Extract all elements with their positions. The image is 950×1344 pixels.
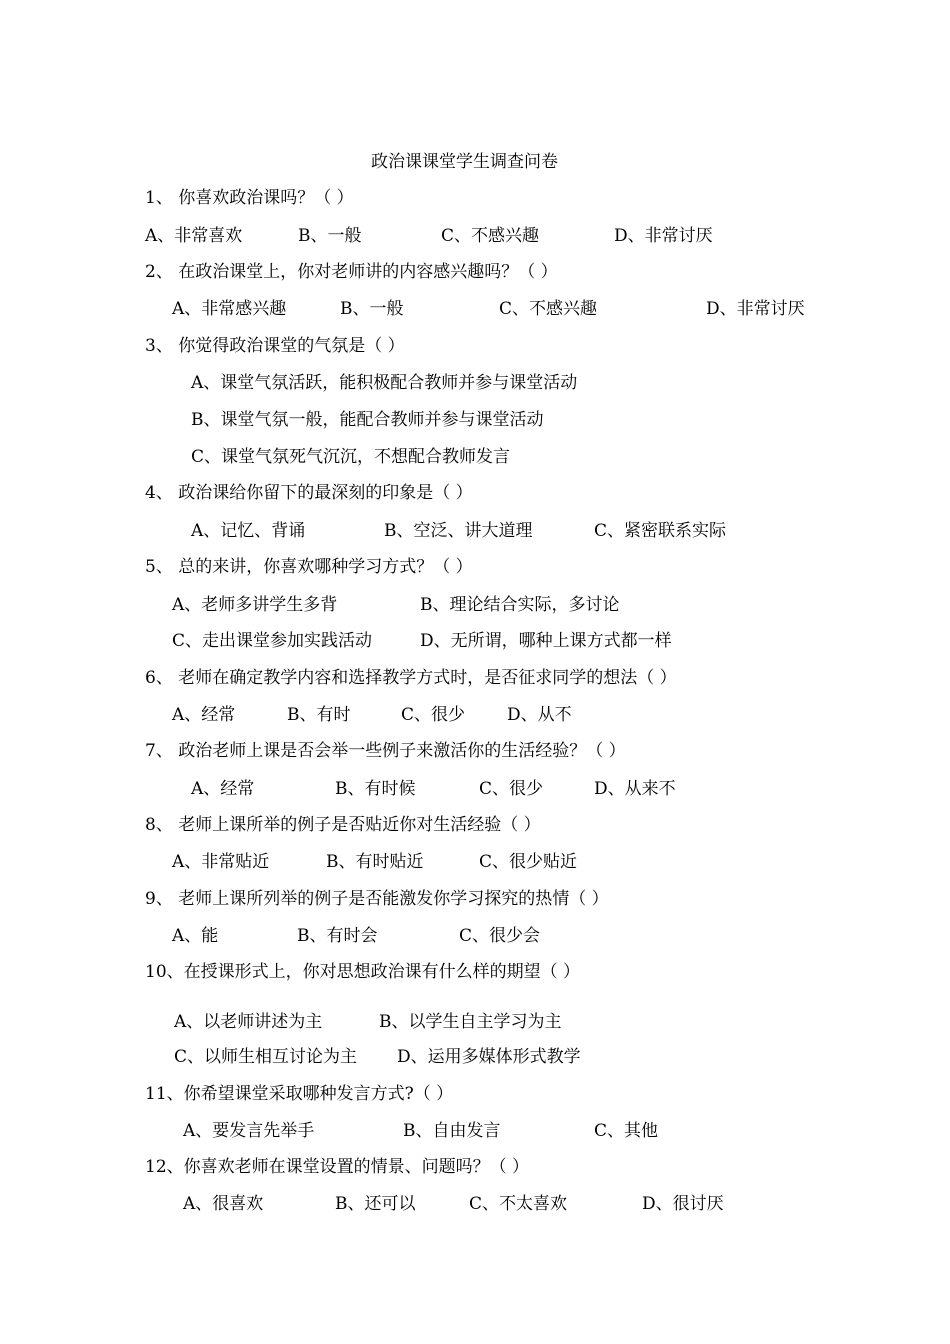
question-8: 8、 老师上课所举的例子是否贴近你对生活经验（ ） <box>145 815 541 835</box>
q12-option-b: B、还可以 <box>335 1194 416 1214</box>
q9-option-c: C、很少会 <box>459 926 541 946</box>
question-6: 6、 老师在确定教学内容和选择教学方式时，是否征求同学的想法（ ） <box>145 668 677 688</box>
q3-option-c: C、课堂气氛死气沉沉，不想配合教师发言 <box>191 447 511 467</box>
q1-option-b: B、一般 <box>298 226 362 246</box>
question-3: 3、 你觉得政治课堂的气氛是（ ） <box>145 336 405 356</box>
q10-option-d: D、运用多媒体形式教学 <box>397 1047 581 1067</box>
q7-option-b: B、有时候 <box>335 779 416 799</box>
question-11: 11、你希望课堂采取哪种发言方式?（ ） <box>145 1084 454 1104</box>
q4-option-c: C、紧密联系实际 <box>594 521 727 541</box>
q7-option-d: D、从来不 <box>594 779 676 799</box>
q9-option-b: B、有时会 <box>297 926 378 946</box>
survey-title: 政治课课堂学生调查问卷 <box>371 152 558 172</box>
q10-option-b: B、以学生自主学习为主 <box>379 1012 562 1032</box>
q2-option-c: C、不感兴趣 <box>499 299 598 319</box>
question-12: 12、你喜欢老师在课堂设置的情景、问题吗？（ ） <box>145 1157 530 1177</box>
q7-option-c: C、很少 <box>479 779 544 799</box>
q8-option-a: A、非常贴近 <box>172 852 270 872</box>
question-7: 7、 政治老师上课是否会举一些例子来激活你的生活经验？（ ） <box>145 741 626 761</box>
q11-option-a: A、要发言先举手 <box>183 1121 315 1141</box>
q7-option-a: A、经常 <box>191 779 255 799</box>
question-2: 2、 在政治课堂上，你对老师讲的内容感兴趣吗？（ ） <box>145 262 558 282</box>
q5-option-d: D、无所谓，哪种上课方式都一样 <box>420 631 672 651</box>
q6-option-a: A、经常 <box>172 705 236 725</box>
q8-option-b: B、有时贴近 <box>326 852 424 872</box>
question-1: 1、 你喜欢政治课吗？（ ） <box>145 188 354 208</box>
q11-option-b: B、自由发言 <box>403 1121 501 1141</box>
q10-option-a: A、以老师讲述为主 <box>174 1012 323 1032</box>
q6-option-c: C、很少 <box>401 705 466 725</box>
q1-option-a: A、非常喜欢 <box>145 226 243 246</box>
q6-option-b: B、有时 <box>287 705 351 725</box>
q2-option-b: B、一般 <box>340 299 404 319</box>
q4-option-b: B、空泛、讲大道理 <box>384 521 533 541</box>
question-4: 4、 政治课给你留下的最深刻的印象是（ ） <box>145 483 473 503</box>
q1-option-d: D、非常讨厌 <box>614 226 713 246</box>
q4-option-a: A、记忆、背诵 <box>191 521 306 541</box>
q9-option-a: A、能 <box>172 926 219 946</box>
q6-option-d: D、从不 <box>507 705 572 725</box>
q12-option-d: D、很讨厌 <box>642 1194 724 1214</box>
q12-option-c: C、不太喜欢 <box>469 1194 568 1214</box>
q2-option-d: D、非常讨厌 <box>706 299 805 319</box>
q1-option-c: C、不感兴趣 <box>441 226 540 246</box>
q11-option-c: C、其他 <box>594 1121 659 1141</box>
q3-option-b: B、课堂气氛一般，能配合教师并参与课堂活动 <box>191 410 544 430</box>
question-10: 10、在授课形式上，你对思想政治课有什么样的期望（ ） <box>145 962 581 982</box>
q2-option-a: A、非常感兴趣 <box>172 299 287 319</box>
q5-option-a: A、老师多讲学生多背 <box>172 595 338 615</box>
q12-option-a: A、很喜欢 <box>183 1194 264 1214</box>
question-5: 5、 总的来讲，你喜欢哪种学习方式？（ ） <box>145 557 473 577</box>
q3-option-a: A、课堂气氛活跃，能积极配合教师并参与课堂活动 <box>191 373 578 393</box>
question-9: 9、 老师上课所列举的例子是否能激发你学习探究的热情（ ） <box>145 889 609 909</box>
q5-option-b: B、理论结合实际，多讨论 <box>420 595 620 615</box>
q5-option-c: C、走出课堂参加实践活动 <box>172 631 373 651</box>
q8-option-c: C、很少贴近 <box>479 852 578 872</box>
q10-option-c: C、以师生相互讨论为主 <box>174 1047 358 1067</box>
